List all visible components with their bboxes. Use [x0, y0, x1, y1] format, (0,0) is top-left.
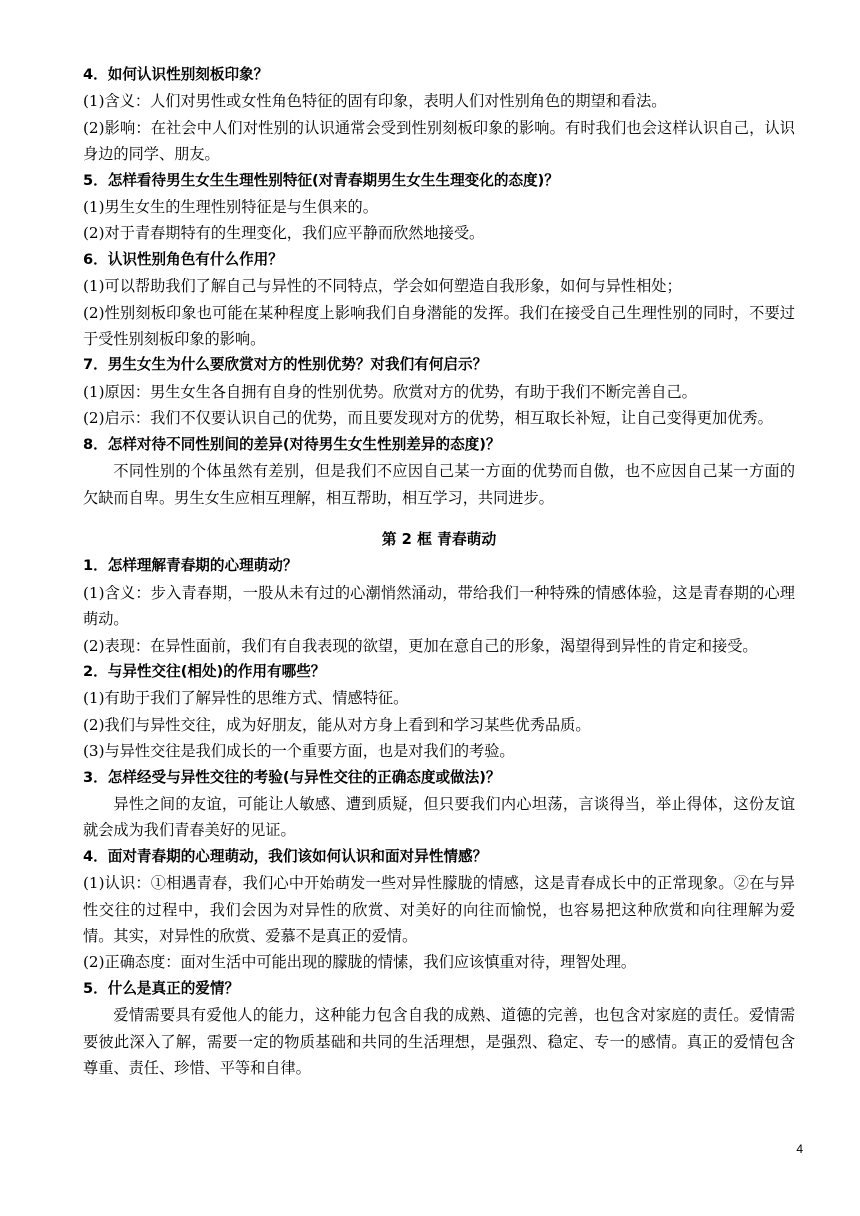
- answer-paragraph: (1)认识：①相遇青春，我们心中开始萌发一些对异性朦胧的情感，这是青春成长中的正常现象。②在与异性交往的过程中，我们会因为对异性的欣赏、对美好的向往而愉悦，也容易把这种欣赏和向往理解为爱情。其实，对异性的欣赏、爱慕不是真正的爱情。: [83, 874, 795, 945]
- answer-paragraph: (2)影响：在社会中人们对性别的认识通常会受到性别刻板印象的影响。有时我们也会这样认识自己，认识身边的同学、朋友。: [83, 118, 795, 164]
- answer-paragraph: (1)含义：人们对男性或女性角色特征的固有印象，表明人们对性别角色的期望和看法。: [83, 92, 667, 111]
- answer-paragraph: (1)含义：步入青春期，一股从未有过的心潮悄然涌动，带给我们一种特殊的情感体验，这是青春期的心理萌动。: [83, 583, 795, 629]
- answer-paragraph: (2)表现：在异性面前，我们有自我表现的欲望，更加在意自己的形象，渴望得到异性的肯定和接受。: [83, 636, 758, 655]
- answer-paragraph: 不同性别的个体虽然有差别，但是我们不应因自己某一方面的优势而自傲，也不应因自己某一方面的欠缺而自卑。男生女生应相互理解，相互帮助，相互学习，共同进步。: [83, 462, 795, 507]
- question-heading: 3．怎样经受与异性交往的考验(与异性交往的正确态度或做法)？: [83, 768, 501, 786]
- answer-paragraph: 异性之间的友谊，可能让人敏感、遭到质疑，但只要我们内心坦荡，言谈得当，举止得体，这份友谊就会成为我们青春美好的见证。: [83, 794, 795, 840]
- answer-paragraph: (3)与异性交往是我们成长的一个重要方面，也是对我们的考验。: [83, 742, 515, 761]
- answer-paragraph: (1)男生女生的生理性别特征是与生俱来的。: [83, 198, 378, 217]
- question-heading: 4．面对青春期的心理萌动，我们该如何认识和面对异性情感？: [83, 847, 488, 865]
- answer-paragraph: (1)原因：男生女生各自拥有自身的性别优势。欣赏对方的优势，有助于我们不断完善自己。: [83, 382, 697, 401]
- question-heading: 1．怎样理解青春期的心理萌动？: [83, 557, 298, 575]
- answer-paragraph: (2)对于青春期特有的生理变化，我们应平静而欣然地接受。: [83, 224, 485, 243]
- answer-paragraph: (2)我们与异性交往，成为好朋友，能从对方身上看到和学习某些优秀品质。: [83, 715, 591, 734]
- question-heading: 6．认识性别角色有什么作用？: [83, 250, 283, 268]
- question-heading: 7．男生女生为什么要欣赏对方的性别优势？对我们有何启示？: [83, 356, 488, 374]
- answer-paragraph: (1)有助于我们了解异性的思维方式、情感特征。: [83, 689, 409, 708]
- section-heading: 第 2 框 青春萌动: [381, 530, 497, 548]
- question-heading: 2．与异性交往(相处)的作用有哪些？: [83, 662, 326, 680]
- question-heading: 4．如何认识性别刻板印象？: [83, 66, 269, 83]
- answer-paragraph: (2)启示：我们不仅要认识自己的优势，而且要发现对方的优势，相互取长补短，让自己变得更加优秀。: [83, 409, 773, 428]
- document-page: [83, 62, 795, 1081]
- page-number: 4: [796, 1142, 803, 1156]
- answer-paragraph: (2)正确态度：面对生活中可能出现的朦胧的情愫，我们应该慎重对待，理智处理。: [83, 953, 637, 972]
- question-heading: 8．怎样对待不同性别间的差异(对待男生女生性别差异的态度)？: [83, 435, 501, 453]
- answer-paragraph: (1)可以帮助我们了解自己与异性的不同特点，学会如何塑造自我形象，如何与异性相处；: [83, 277, 682, 296]
- question-heading: 5．怎样看待男生女生生理性别特征(对青春期男生女生生理变化的态度)？: [83, 171, 559, 189]
- answer-paragraph: 爱情需要具有爱他人的能力，这种能力包含自我的成熟、道德的完善，也包含对家庭的责任。爱情需要彼此深入了解，需要一定的物质基础和共同的生活理想，是强烈、稳定、专一的感情。真正的爱情包含尊重、责任、珍惜、平等和自律。: [83, 1006, 795, 1078]
- answer-paragraph: (2)性别刻板印象也可能在某种程度上影响我们自身潜能的发挥。我们在接受自己生理性别的同时，不要过于受性别刻板印象的影响。: [83, 303, 795, 349]
- question-heading: 5．什么是真正的爱情？: [83, 979, 240, 997]
